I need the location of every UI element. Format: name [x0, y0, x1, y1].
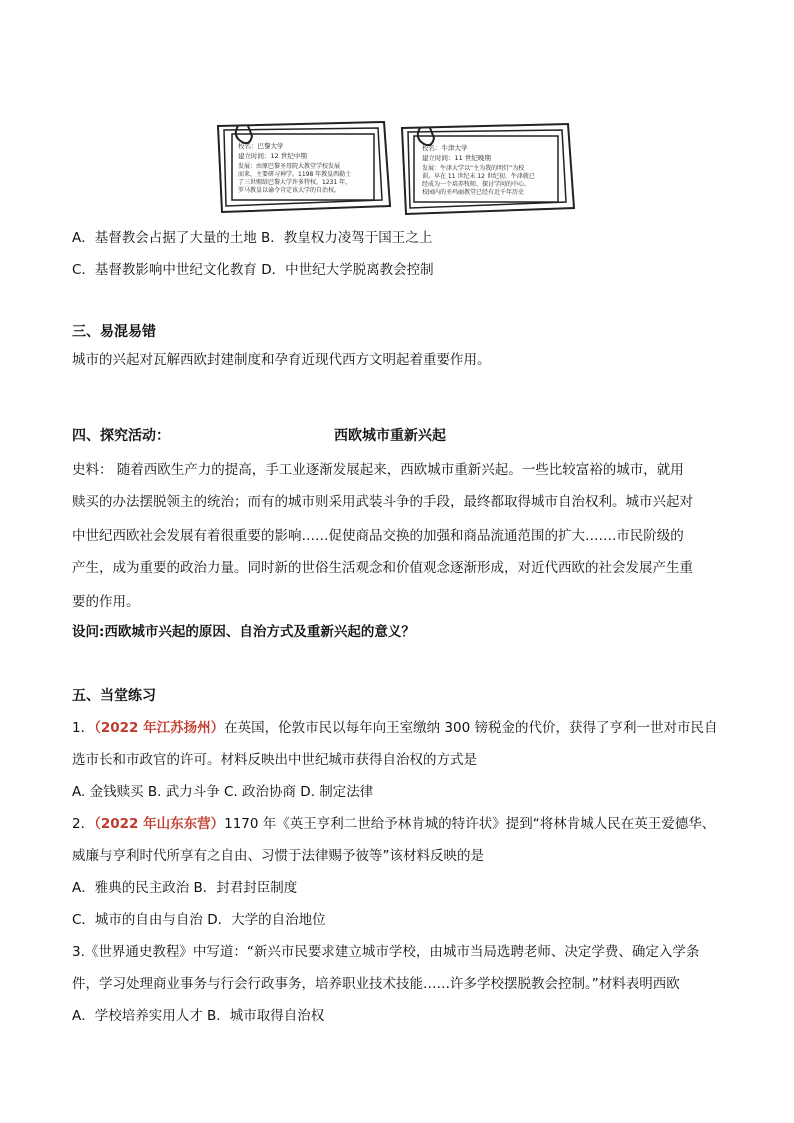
question-1-options: A. 金钱赎买 B. 武力斗争 C. 政治协商 D. 制定法律 [72, 784, 374, 800]
prev-question-options-cd: C．基督教影响中世纪文化教育 D．中世纪大学脱离教会控制 [72, 262, 434, 278]
question-2-continued: 威廉与亨利时代所享有之自由、习惯于法律赐予彼等”该材料反映的是 [72, 848, 484, 864]
question-2-options-ab: A．雅典的民主政治 B．封君封臣制度 [72, 880, 298, 896]
card-time: 建立时间：11 世纪晚期 [422, 154, 491, 162]
oxford-university-card [402, 124, 574, 214]
card-dev: 发展：由原巴黎圣母院大教堂学校发展 [238, 163, 341, 170]
section4-heading: 四、探究活动： [72, 428, 170, 444]
source-material-line: 赎买的办法摆脱领主的统治；而有的城市则采用武装斗争的手段，最终都取得城市自治权利。城市兴起对 [72, 494, 693, 510]
question-3-continued: 件，学习处理商业事务与行会行政事务，培养职业技术技能……许多学校摆脱教会控制。”材料表明西欧 [72, 976, 680, 992]
question-1 [72, 718, 717, 738]
section5-heading: 五、当堂练习 [72, 688, 156, 704]
question-1-continued: 选市长和市政官的许可。材料反映出中世纪城市获得自治权的方式是 [72, 752, 477, 768]
question-2 [72, 814, 715, 834]
inquiry-question: 设问:西欧城市兴起的原因、自治方式及重新兴起的意义？ [72, 624, 415, 640]
card-dev: 校园内的圣玛丽教堂已经有近千年历史 [422, 189, 525, 196]
question-2-options-cd: C．城市的自由与自治 D．大学的自治地位 [72, 912, 326, 928]
paris-university-card [218, 122, 390, 212]
card-dev: 发展：牛津大学以“主为我的明灯”为校 [422, 165, 525, 172]
university-notes-illustration [208, 118, 588, 218]
question-3-options-ab: A．学校培养实用人才 B．城市取得自治权 [72, 1008, 325, 1024]
question-text: 1170 年《英王亨利二世给予林肯城的特许状》提到“将林肯城人民在英王爱德华、 [224, 816, 716, 832]
question-number: 1． [72, 720, 95, 736]
question-text: 在英国，伦敦市民以每年向王室缴纳 300 镑税金的代价，获得了亨利一世对市民自 [224, 720, 718, 736]
card-school: 校名：牛津大学 [422, 144, 468, 152]
card-dev: 训。早在 11 世纪末 12 世纪初，牛津就已 [422, 173, 535, 180]
section3-text: 城市的兴起对瓦解西欧封建制度和孕育近现代西方文明起着重要作用。 [72, 352, 491, 368]
question-number: 2． [72, 816, 95, 832]
card-dev: 而来，主要研习神学。1198 年教皇西勒士 [238, 171, 352, 178]
source-material-line: 中世纪西欧社会发展有着很重要的影响……促使商品交换的加强和商品流通范围的扩大…….市民阶级的 [72, 528, 684, 544]
source-material-line: 要的作用。 [72, 594, 140, 610]
card-dev: 罗马教皇以谕令肯定该大学的自治权。 [238, 187, 341, 194]
section4-title: 西欧城市重新兴起 [334, 428, 446, 444]
card-dev: 经成为一个培养牧师、探讨学问的中心。 [422, 181, 531, 188]
source-material-line: 史料： 随着西欧生产力的提高，手工业逐渐发展起来，西欧城市重新兴起。一些比较富裕的城市，就用 [72, 462, 684, 478]
card-school: 校名：巴黎大学 [238, 142, 284, 150]
prev-question-options-ab: A．基督教会占据了大量的土地 B．教皇权力凌驾于国王之上 [72, 230, 433, 246]
question-3: 3.《世界通史教程》中写道：“新兴市民要求建立城市学校，由城市当局选聘老师、决定学费、确定入学条 [72, 944, 700, 960]
section3-heading: 三、易混易错 [72, 324, 156, 340]
card-dev: 了三世赐给巴黎大学许多特权，1231 年， [238, 179, 352, 186]
source-material-line: 产生，成为重要的政治力量。同时新的世俗生活观念和价值观念逐渐形成，对近代西欧的社会发展产生重 [72, 560, 693, 576]
question-source-tag: （2022 年江苏扬州） [94, 720, 225, 736]
question-source-tag: （2022 年山东东营） [94, 816, 225, 832]
card-time: 建立时间：12 世纪中期 [238, 152, 307, 160]
